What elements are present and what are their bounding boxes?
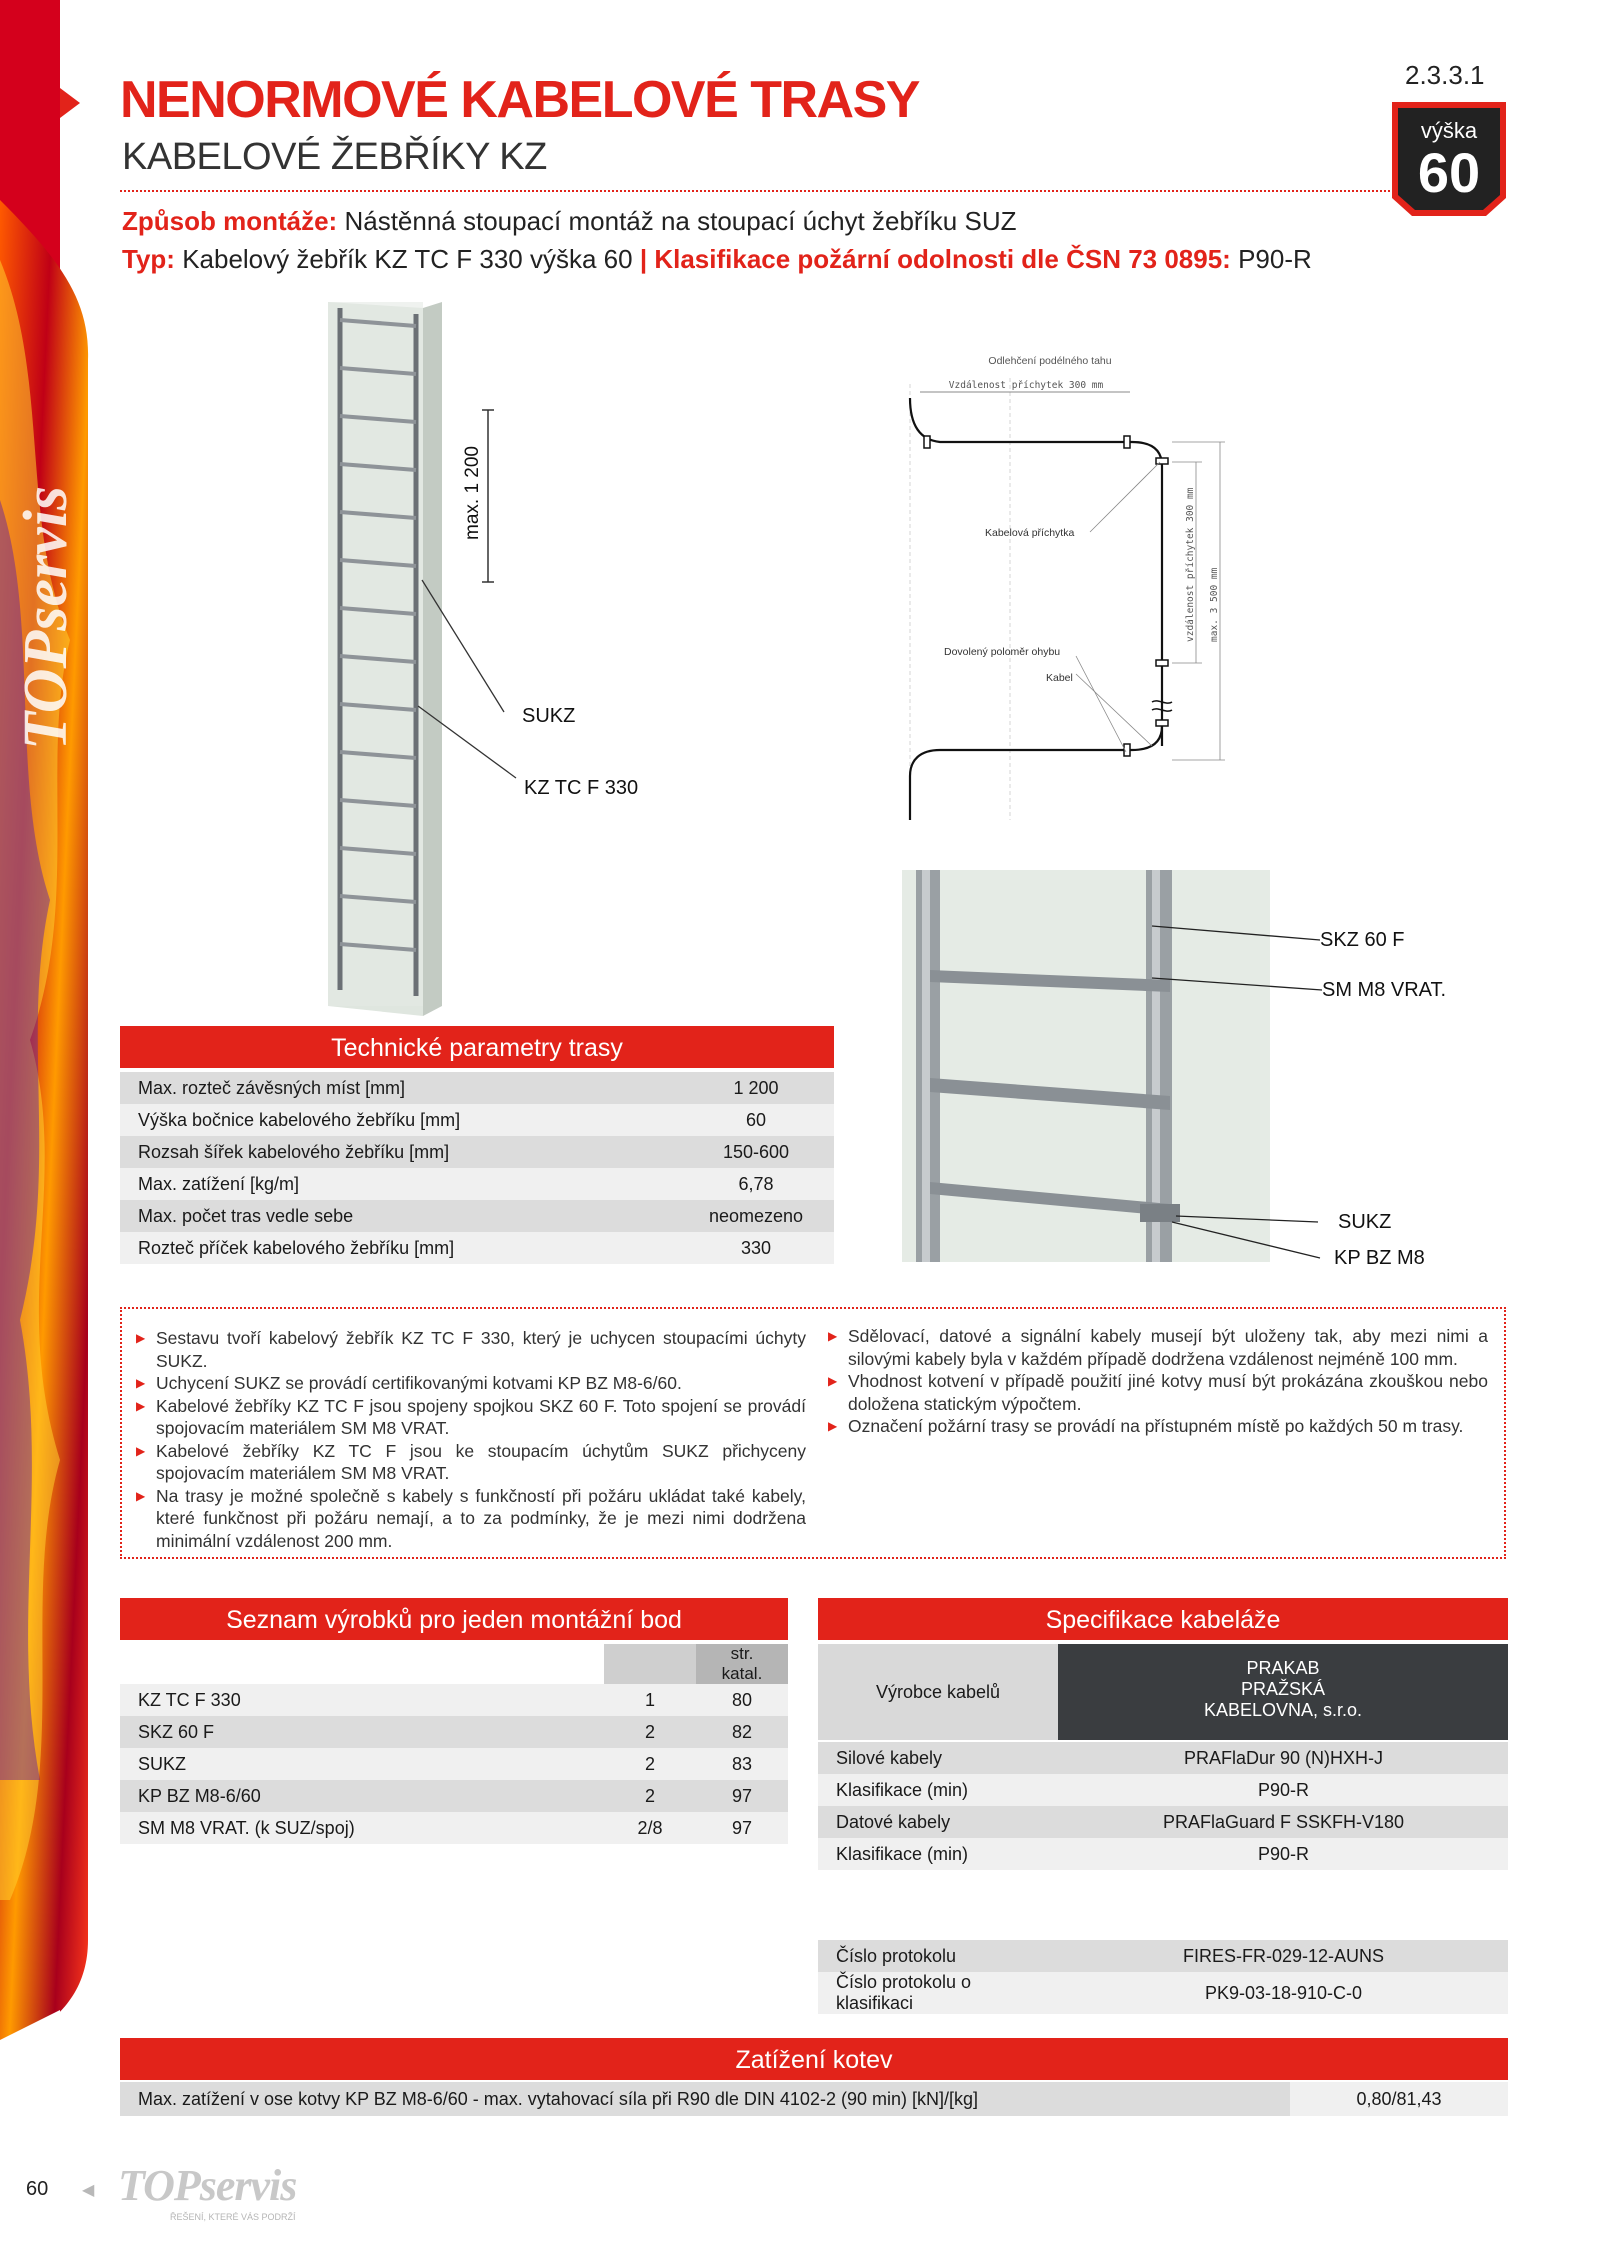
brand-vertical-text: TOPservis (12, 485, 80, 750)
table-row: Číslo protokolu o klasifikaci PK9-03-18-910-C-0 (818, 1972, 1508, 2014)
diagram-title: Odlehčení podélného tahu (988, 355, 1112, 367)
clip-label: Kabelová příchytka (985, 527, 1075, 539)
footer-logo: TOPservis (118, 2161, 297, 2210)
type-label: Typ: (122, 244, 175, 274)
table-row: Datové kabely PRAFlaGuard F SSKFH-V180 (818, 1806, 1508, 1838)
maker-value: PRAKAB PRAŽSKÁ KABELOVNA, s.r.o. (1058, 1644, 1508, 1740)
max-dimension: max. 3 500 mm (1209, 567, 1220, 642)
skz-label: SKZ 60 F (1320, 929, 1405, 951)
list-item: ▶ Kabelové žebříky KZ TC F jsou spojeny spojkou SKZ 60 F. Toto spojení se provádí spojovacím materiálem SM M8 VRAT. (136, 1395, 806, 1440)
anchors-header: Zatížení kotev (120, 2038, 1508, 2080)
list-item: ▶ Označení požární trasy se provádí na přístupném místě po každých 50 m trasy. (828, 1415, 1488, 1438)
header-divider (120, 190, 1450, 192)
list-item: ▶ Kabelové žebříky KZ TC F jsou ke stoupacím úchytům SUKZ přichyceny spojovacím materiálem SM M8 VRAT. (136, 1440, 806, 1485)
table-row: Max. zatížení [kg/m] 6,78 (120, 1168, 834, 1200)
bend-label: Dovolený poloměr ohybu (944, 646, 1061, 658)
type-line (122, 244, 1312, 275)
cable-label: Kabel (1046, 672, 1073, 684)
classification-value: P90-R (1238, 244, 1312, 274)
list-item: ▶ Sestavu tvoří kabelový žebřík KZ TC F 330, který je uchycen stoupacími úchyty SUKZ. (136, 1327, 806, 1372)
anchors-value: 0,80/81,43 (1290, 2082, 1508, 2116)
list-item: ▶ Uchycení SUKZ se provádí certifikovanými kotvami KP BZ M8-6/60. (136, 1372, 806, 1395)
classification-label: Klasifikace požární odolnosti dle ČSN 73 0895: (654, 244, 1231, 274)
table-row: Klasifikace (min) P90-R (818, 1838, 1508, 1870)
products-header: Seznam výrobků pro jeden montážní bod (120, 1598, 788, 1640)
maker-row (818, 1644, 1508, 1740)
notes-left (136, 1327, 806, 1552)
maker-label: Výrobce kabelů (875, 1682, 1001, 1702)
anchors-row (120, 2082, 1508, 2116)
back-arrow-icon: ◀ (82, 2182, 95, 2199)
list-item: ▶ Sdělovací, datové a signální kabely musejí být uloženy tak, aby mezi nimi a silovými kabely byla v každém případě dodržena vzdálenost nejméně 100 mm. (828, 1325, 1488, 1370)
section-number: 2.3.3.1 (1405, 60, 1485, 90)
page-subtitle: KABELOVÉ ŽEBŘÍKY KZ (122, 136, 547, 178)
ladder-wall-figure (318, 300, 639, 1020)
table-row: SUKZ 2 83 (120, 1748, 788, 1780)
table-row: SM M8 VRAT. (k SUZ/spoj) 2/8 97 (120, 1812, 788, 1844)
table-row: Max. rozteč závěsných míst [mm] 1 200 (120, 1072, 834, 1104)
height-badge (1390, 100, 1508, 218)
cables-table (818, 1742, 1508, 1870)
table-row: Silové kabely PRAFlaDur 90 (N)HXH-J (818, 1742, 1508, 1774)
products-col-header-row (120, 1644, 788, 1684)
products-table (120, 1644, 788, 1844)
badge-label: výška (1420, 118, 1478, 143)
table-row: Výška bočnice kabelového žebříku [mm] 60 (120, 1104, 834, 1136)
type-separator: | (639, 244, 648, 274)
mounting-line (122, 206, 1016, 237)
type-value: Kabelový žebřík KZ TC F 330 výška 60 (182, 244, 633, 274)
tech-params-header: Technické parametry trasy (120, 1026, 834, 1068)
max-spacing-label: max. 1 200 (462, 446, 483, 540)
mounting-value: Nástěnná stoupací montáž na stoupací úchyt žebříku SUZ (344, 206, 1017, 236)
table-row: Rozsah šířek kabelového žebříku [mm] 150-600 (120, 1136, 834, 1168)
page-col-header: str. katal. (696, 1644, 788, 1684)
list-item: ▶ Vhodnost kotvení v případě použití jiné kotvy musí být prokázána zkouškou nebo doložena statickým výpočtem. (828, 1370, 1488, 1415)
protocol-table (818, 1940, 1508, 2014)
ladder-detail-figure (902, 870, 1447, 1270)
footer-slogan: ŘEŠENÍ, KTERÉ VÁS PODRŽÍ (170, 2212, 296, 2222)
kz-label: KZ TC F 330 (524, 777, 639, 799)
notes-right (828, 1325, 1488, 1438)
side-dimension: vzdálenost příchytek 300 mm (1185, 487, 1196, 642)
tech-params-table (120, 1072, 834, 1264)
brand-vertical-logo (14, 240, 84, 760)
table-row: KZ TC F 330 1 80 (120, 1684, 788, 1716)
table-row: Klasifikace (min) P90-R (818, 1774, 1508, 1806)
table-row: Max. počet tras vedle sebe neomezeno (120, 1200, 834, 1232)
cables-header: Specifikace kabeláže (818, 1598, 1508, 1640)
sukz-label: SUKZ (522, 705, 576, 727)
table-row: SKZ 60 F 2 82 (120, 1716, 788, 1748)
table-row: Číslo protokolu FIRES-FR-029-12-AUNS (818, 1940, 1508, 1972)
mounting-label: Způsob montáže: (122, 206, 338, 236)
table-row: Rozteč příček kabelového žebříku [mm] 330 (120, 1232, 834, 1264)
detail-sukz-label: SUKZ (1338, 1211, 1392, 1233)
page-title: NENORMOVÉ KABELOVÉ TRASY (120, 71, 919, 129)
page-number: 60 (26, 2178, 49, 2200)
notes-box (120, 1307, 1506, 1559)
anchors-label: Max. zatížení v ose kotvy KP BZ M8-6/60 - max. vytahovací síla při R90 dle DIN 4102-2 (90 min) [kN]/[kg] (138, 2089, 978, 2109)
cable-route-diagram (880, 350, 1280, 830)
kp-label: KP BZ M8 (1334, 1247, 1425, 1269)
table-row: KP BZ M8-6/60 2 97 (120, 1780, 788, 1812)
badge-value: 60 (1417, 141, 1481, 204)
top-dimension: Vzdálenost příchytek 300 mm (948, 380, 1104, 391)
list-item: ▶ Na trasy je možné společně s kabely s funkčností při požáru ukládat také kabely, které funkčnost při požáru nemají, a to za podmínky, že je mezi nimi dodržena minimální vzdálenost 200 mm. (136, 1485, 806, 1553)
sm-label: SM M8 VRAT. (1322, 979, 1447, 1001)
